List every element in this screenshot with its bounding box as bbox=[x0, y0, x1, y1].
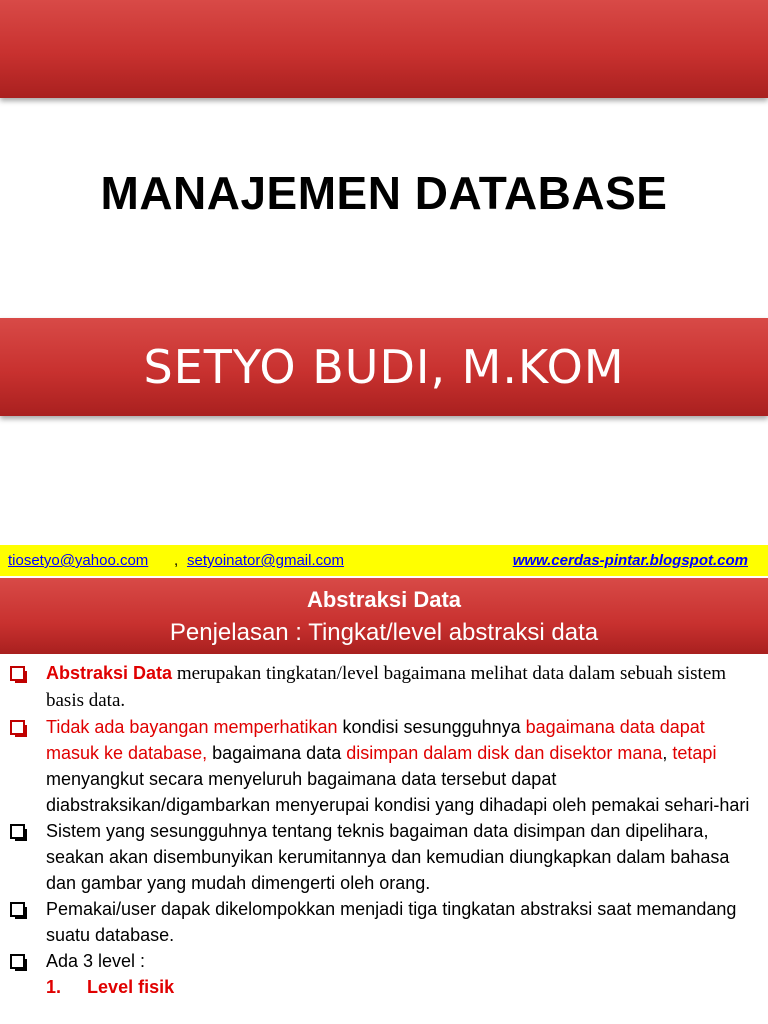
author-banner bbox=[0, 318, 768, 416]
section-title: Abstraksi Data bbox=[306, 587, 462, 612]
bullet-item bbox=[0, 948, 768, 974]
bullet-text: merupakan tingkatan/level bagaimana melihat data dalam sebuah sistem basis data. bbox=[46, 663, 727, 711]
bullet-item bbox=[0, 818, 768, 896]
section-subtitle: Penjelasan : Tingkat/level abstraksi data bbox=[169, 619, 599, 646]
email-separator: , bbox=[174, 552, 179, 569]
bullet-highlight: tetapi bbox=[672, 743, 717, 763]
contact-bar bbox=[0, 545, 768, 576]
email-link-gmail[interactable]: setyoinator@gmail.com bbox=[187, 552, 344, 569]
item-label: Level fisik bbox=[87, 977, 175, 997]
bullet-highlight: disimpan dalam disk dan disektor mana bbox=[346, 743, 663, 763]
top-banner bbox=[0, 0, 768, 98]
checkbox-bullet-icon bbox=[10, 902, 25, 917]
checkbox-bullet-icon bbox=[10, 720, 25, 735]
bullet-text: menyangkut secara menyeluruh bagaimana data tersebut dapat diabstraksikan/digambarkan menyerupai kondisi yang dihadapi oleh pemakai sehari-hari bbox=[46, 769, 750, 815]
website-link[interactable]: www.cerdas-pintar.blogspot.com bbox=[512, 552, 748, 569]
author-name: SETYO BUDI, M.KOM bbox=[143, 340, 625, 394]
checkbox-bullet-icon bbox=[10, 954, 25, 969]
bullet-text: , bbox=[662, 743, 673, 763]
bullet-text: kondisi sesungguhnya bbox=[337, 717, 526, 737]
item-number: 1. bbox=[46, 977, 62, 997]
checkbox-bullet-icon bbox=[10, 824, 25, 839]
checkbox-bullet-icon bbox=[10, 666, 25, 681]
bullet-lead: Abstraksi Data bbox=[46, 663, 173, 683]
bullet-item bbox=[0, 714, 768, 818]
bullet-text: bagaimana data bbox=[207, 743, 347, 763]
numbered-item bbox=[0, 974, 768, 1000]
bullet-highlight: bagaimana data dapat masuk ke database, bbox=[46, 717, 705, 763]
bullet-item bbox=[0, 896, 768, 948]
bullet-text: Pemakai/user dapak dikelompokkan menjadi tiga tingkatan abstraksi saat memandang suatu database. bbox=[46, 899, 737, 945]
slide-content bbox=[0, 660, 768, 1000]
bullet-highlight: Tidak ada bayangan memperhatikan bbox=[46, 717, 338, 737]
bullet-item bbox=[0, 660, 768, 714]
email-link-yahoo[interactable]: tiosetyo@yahoo.com bbox=[8, 552, 149, 569]
slide-title: MANAJEMEN DATABASE bbox=[100, 167, 668, 219]
section-header bbox=[0, 578, 768, 654]
bullet-text: Sistem yang sesungguhnya tentang teknis bagaiman data disimpan dan dipelihara, seakan akan disembunyikan kerumitannya dan kemudian diungkapkan dalam bahasa dan gambar yang mudah dimengerti oleh orang. bbox=[46, 821, 730, 893]
bullet-text: Ada 3 level : bbox=[46, 951, 146, 971]
